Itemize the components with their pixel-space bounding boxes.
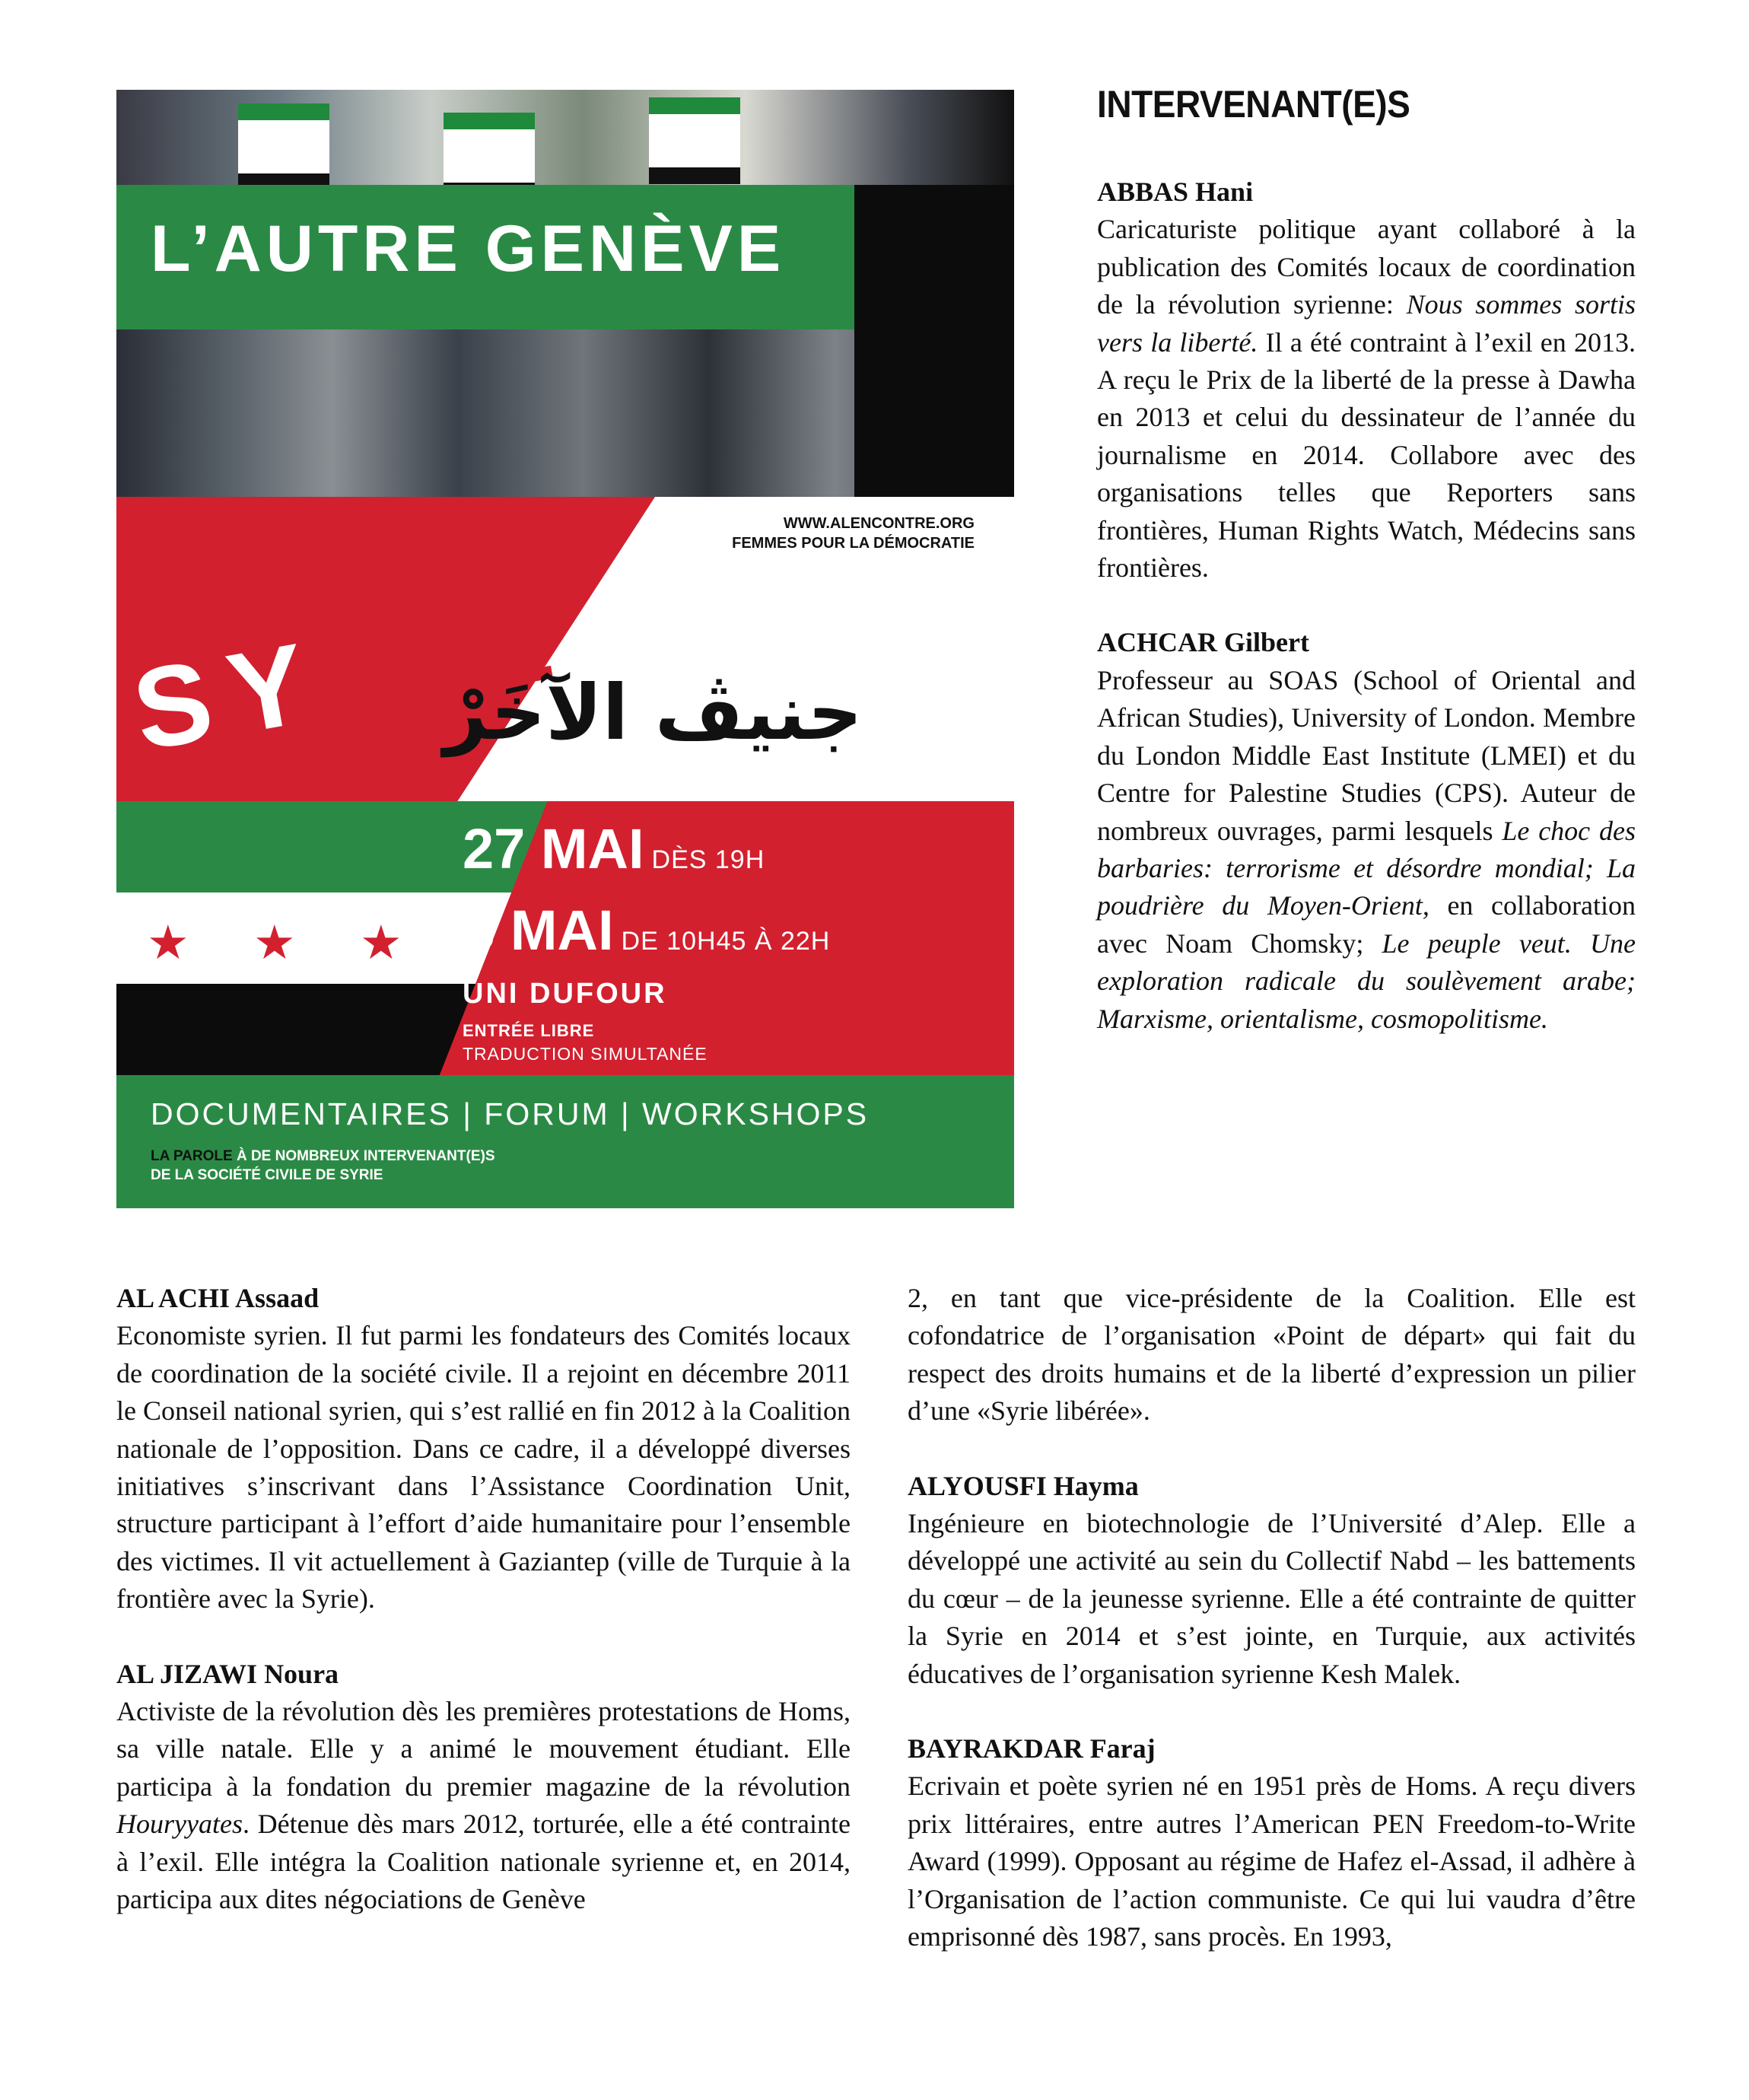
- syrie-part-red: RIE: [313, 571, 581, 742]
- bio-column-left: [116, 1280, 851, 1956]
- bio-text: Ecrivain et poète syrien né en 1951 près de Homs. A reçu divers prix littéraires, entre autres l’American PEN Freedom-to-Write Award (1999). Opposant au régime de Hafez el-Assad, il adhère à l’Organisation de l’action communiste. Ce qui lui vaudra d’être emprisonné dès 1987, sans procès. En 1993,: [908, 1771, 1636, 1952]
- bio-achcar: [1097, 624, 1636, 1037]
- website-text: WWW.ALENCONTRE.ORG: [783, 515, 975, 532]
- event-dates: [432, 816, 831, 979]
- protest-photo-top: [116, 90, 1014, 185]
- time-2: DE 10H45 À 22H: [621, 927, 831, 956]
- bio-title-italic: Le peuple veut. Une exploration radicale du soulèvement arabe; Marxisme, orientalisme, cosmopolitisme.: [1097, 928, 1636, 1034]
- bio-text: 2, en tant que vice-présidente de la Coalition. Elle est cofondatrice de l’organisation «Point de départ» qui fait du respect des droits humains et de la liberté d’expression un pilier d’une «Syrie libérée».: [908, 1283, 1636, 1427]
- time-1: DÈS 19H: [651, 845, 765, 874]
- star-icon: ★: [147, 915, 189, 970]
- bio-name: ALYOUSFI Hayma: [908, 1470, 1139, 1501]
- flag-block: [116, 801, 1014, 1075]
- poster-title: L’AUTRE GENÈVE: [151, 212, 786, 285]
- bio-text: [1097, 662, 1636, 1038]
- section-heading: INTERVENANT(E)S: [1097, 83, 1410, 126]
- syrie-block: [116, 497, 1014, 801]
- bio-text: [116, 1693, 851, 1918]
- flag-image: [238, 103, 329, 190]
- bio-bayrakdar: [908, 1730, 1636, 1955]
- bio-aljizawi: [116, 1656, 851, 1919]
- bio-abbas: [1097, 173, 1636, 587]
- bio-text-part: Professeur au SOAS (School of Oriental and African Studies), University of London. Membre du London Middle East Institute (LMEI) et du Centre for Palestine Studies (CPS). Auteur de nombreux ouvrages, parmi lesquels: [1097, 664, 1636, 846]
- flag-image: [649, 97, 740, 184]
- syrie-part-white: SY: [124, 615, 335, 775]
- date-2: 28 MAI: [432, 899, 614, 962]
- event-poster: [116, 90, 1014, 1208]
- bio-name: AL ACHI Assaad: [116, 1283, 320, 1313]
- programme-band: [116, 1075, 1014, 1208]
- star-icon: ★: [360, 915, 402, 970]
- bio-text: Ingénieure en biotechnologie de l’Université d’Alep. Elle a développé une activité au sein du Collectif Nabd – les battements du cœur – de la jeunesse syrienne. Elle a été contrainte de quitter la Syrie en 2014 et s’est jointe, en Turquie, aux activités éducatives de l’organisation syrienne Kesh Malek.: [908, 1508, 1636, 1689]
- entry-info: ENTRÉE LIBRE: [463, 1021, 595, 1040]
- bio-title-italic: Nous sommes sortis vers la liberté.: [1097, 289, 1636, 358]
- organisation-text: FEMMES POUR LA DÉMOCRATIE: [732, 535, 975, 552]
- black-band: [854, 185, 1014, 497]
- bio-text: [1097, 211, 1636, 587]
- parole-rest: À DE NOMBREUX INTERVENANT(E)S: [236, 1148, 495, 1164]
- bio-alachi: [116, 1280, 851, 1618]
- bio-text-part: en collaboration avec Noam Chomsky;: [1097, 890, 1636, 959]
- bio-title-italic: Houryyates: [116, 1809, 243, 1840]
- date-1: 27 MAI: [463, 817, 644, 880]
- bio-column-top-right: [1097, 173, 1636, 1075]
- poster-credits: [732, 514, 975, 553]
- bio-title-italic: Le choc des barbaries: terrorisme et désordre mondial; La poudrière du Moyen-Orient,: [1097, 815, 1636, 921]
- bio-text: Economiste syrien. Il fut parmi les fondateurs des Comités locaux de coordination de la société civile. Il a rejoint en décembre 2011 le Conseil national syrien, qui s’est rallié en fin 2012 à la Coalition nationale de l’opposition. Dans ce cadre, il a développé diverses initiatives s’inscrivant dans l’Assistance Coordination Unit, structure participant à l’effort d’aide humanitaire pour l’ensemble des victimes. Il vit actuellement à Gaziantep (ville de Turquie à la frontière avec la Syrie).: [116, 1320, 851, 1615]
- bio-alyousfi: [908, 1468, 1636, 1693]
- bio-column-right: [908, 1280, 1636, 1993]
- parole-text: [151, 1147, 495, 1185]
- parole-line2: DE LA SOCIÉTÉ CIVILE DE SYRIE: [151, 1167, 383, 1183]
- arabic-title: جنيڤ الآخَرْ: [444, 668, 863, 757]
- venue: UNI DUFOUR: [463, 978, 667, 1010]
- bio-aljizawi-continued: [908, 1280, 1636, 1430]
- bio-name: AL JIZAWI Noura: [116, 1658, 339, 1689]
- bio-name: ABBAS Hani: [1097, 177, 1254, 207]
- bio-text-part: Activiste de la révolution dès les premières protestations de Homs, sa ville natale. Elle y a animé le mouvement étudiant. Elle participa à la fondation du premier magazine de la révolution: [116, 1696, 851, 1802]
- venue-info: [463, 978, 708, 1064]
- bio-name: BAYRAKDAR Faraj: [908, 1733, 1156, 1764]
- star-icon: ★: [253, 915, 296, 970]
- bio-text-part: Caricaturiste politique ayant collaboré à la publication des Comités locaux de coordination de la révolution syrienne:: [1097, 214, 1636, 320]
- bio-text-part: Il a été contraint à l’exil en 2013. A reçu le Prix de la liberté de la presse à Dawha en 2013 et celui du dessinateur de l’année du journalisme en 2014. Collabore avec des organisations telles que Reporters sans frontières, Human Rights Watch, Médecins sans frontières.: [1097, 326, 1636, 584]
- parole-word: LA PAROLE: [151, 1148, 233, 1164]
- bio-text-part: . Détenue dès mars 2012, torturée, elle a été contrainte à l’exil. Elle intégra la Coalition nationale syrienne et, en 2014, participa aux dites négociations de Genève: [116, 1809, 851, 1915]
- programme-text: DOCUMENTAIRES | FORUM | WORKSHOPS: [151, 1096, 870, 1131]
- translation-info: TRADUCTION SIMULTANÉE: [463, 1044, 708, 1064]
- bio-name: ACHCAR Gilbert: [1097, 627, 1309, 658]
